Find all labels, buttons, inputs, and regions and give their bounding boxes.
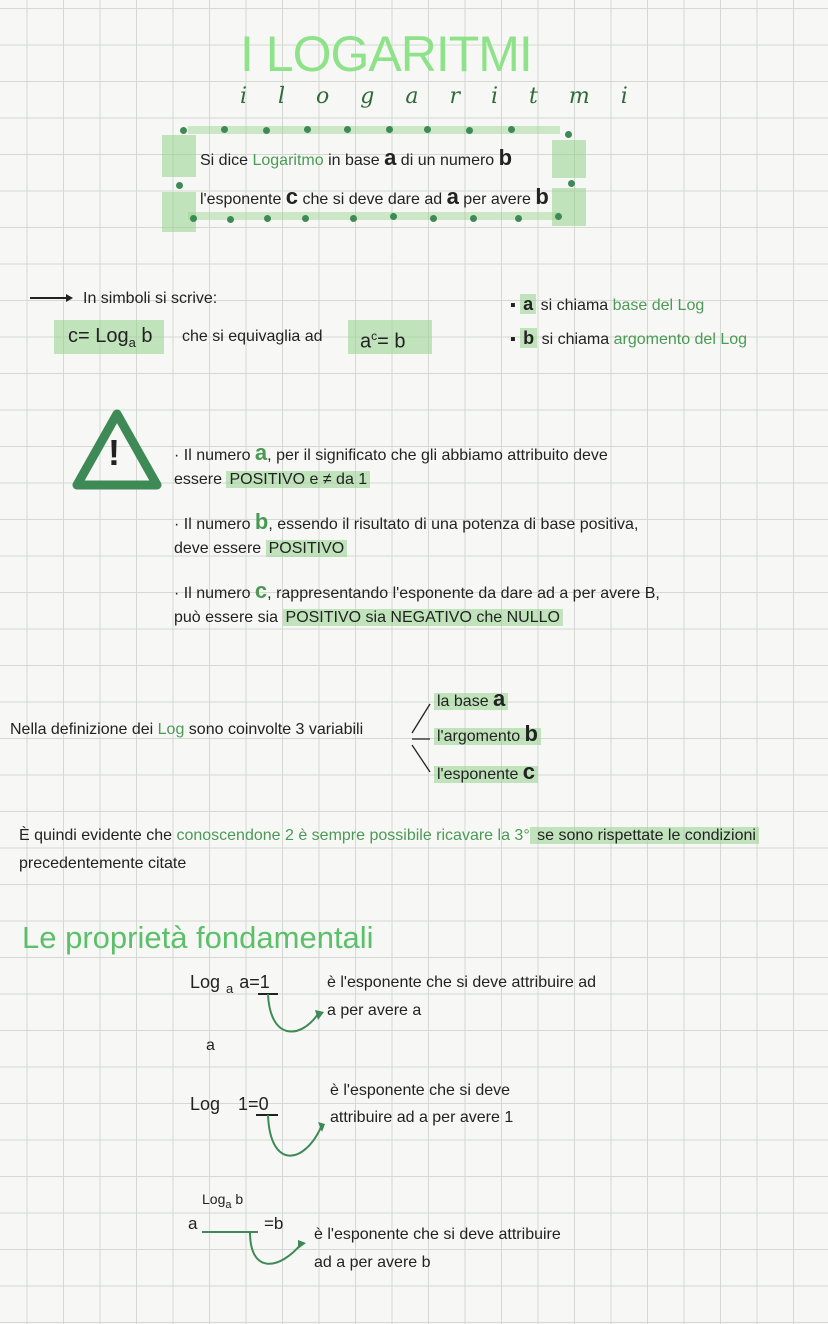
name-item-b: ▪ b si chiama argomento del Log	[510, 328, 748, 348]
equivalence-text: che si equivaglia ad	[182, 328, 323, 345]
conclusion-line-1: È quindi evidente che conoscendone 2 è sempre possibile ricavare la 3° se sono rispettate le condizioni	[19, 827, 759, 845]
warning-point-2: · Il numero b, essendo il risultato di una potenza di base positiva,	[174, 509, 639, 534]
property-3-desc-2: ad a per avere b	[314, 1254, 431, 1271]
definition-line-2: l'esponente c che si deve dare ad a per avere b	[200, 184, 549, 209]
property-2-desc: è l'esponente che si deve	[330, 1082, 511, 1099]
warning-point-1: · Il numero a, per il significato che gli abbiamo attribuito deve	[174, 440, 608, 465]
definition-line-1: Si dice Logaritmo in base a di un numero b	[200, 145, 513, 170]
property-3-desc: è l'esponente che si deve attribuire	[314, 1226, 561, 1243]
variable-argument: l'argomento b	[434, 721, 541, 747]
warning-point-1b: essere POSITIVO e ≠ da 1	[174, 471, 370, 489]
property-2-desc-2: attribuire ad a per avere 1	[330, 1109, 514, 1126]
warning-point-3: · Il numero c, rappresentando l'esponente da dare ad a per avere B,	[174, 578, 660, 603]
warning-exclamation: !	[108, 432, 120, 473]
property-3-eq: =b	[264, 1214, 284, 1233]
formula-log: c= Log$_a$ b	[54, 320, 164, 354]
property-1-desc-2: a per avere a	[327, 1002, 422, 1019]
symbols-intro: In simboli si scrive:	[83, 290, 218, 307]
conclusion-line-2: precedentemente citate	[19, 855, 187, 872]
curved-arrow-icons	[202, 994, 322, 1264]
property-3-base: a	[188, 1214, 198, 1233]
name-item-a: ▪ a si chiama base del Log	[510, 294, 705, 314]
property-1-base: a	[206, 1037, 215, 1054]
property-2-formula: Log 1=0	[190, 1094, 269, 1114]
branch-arrows	[412, 704, 430, 772]
warning-point-2b: deve essere POSITIVO	[174, 540, 347, 558]
formula-power: $a^c= b$	[348, 320, 432, 354]
variables-lead: Nella definizione dei Log sono coinvolte 3 variabili	[10, 721, 364, 738]
page-subtitle: i l o g a r i t m i	[240, 84, 640, 109]
variable-exponent: l'esponente c	[434, 759, 538, 785]
property-3-exponent: Log$_a$ b	[202, 1191, 244, 1211]
page-title: I LOGARITMI	[240, 26, 532, 82]
warning-point-3b: può essere sia POSITIVO sia NEGATIVO che NULLO	[174, 609, 563, 627]
property-1-desc: è l'esponente che si deve attribuire ad	[327, 974, 597, 991]
arrow-right-icon	[30, 294, 73, 302]
properties-heading: Le proprietà fondamentali	[22, 920, 374, 955]
property-1-formula: Log $_a$ a=1	[190, 972, 270, 996]
variable-base: la base a	[434, 686, 508, 712]
